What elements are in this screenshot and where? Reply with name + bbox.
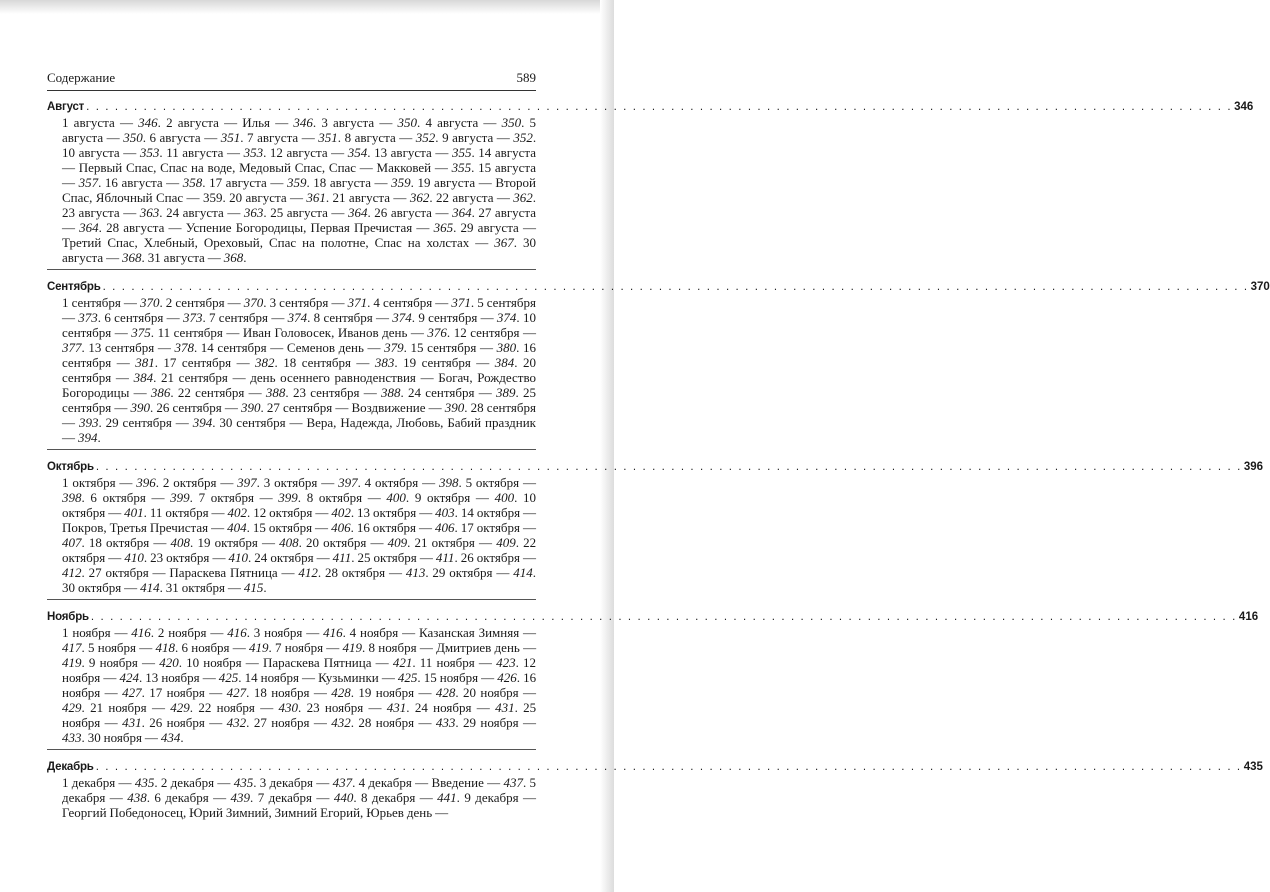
toc-entry: 22 ноября — 430. xyxy=(198,700,307,715)
toc-entry: 2 октября — 397. xyxy=(162,475,264,490)
toc-entry: 2 ноября — 416. xyxy=(157,625,254,640)
toc-entry: 3 декабря — 437. xyxy=(259,775,359,790)
toc-entry: 12 августа — 354. xyxy=(269,145,375,160)
toc-entry: 1 декабря — 435. xyxy=(62,775,161,790)
toc-entry: 4 ноября — Казанская Зимняя — 417. xyxy=(62,625,537,655)
toc-entry: 21 августа — 362. xyxy=(332,190,436,205)
toc-entry: 7 октября — 399. xyxy=(198,490,307,505)
toc-entry: 10 октября — 401. xyxy=(62,490,536,520)
section-title: Сентябрь xyxy=(47,281,101,293)
toc-entry: 3 сентября — 371. xyxy=(269,295,374,310)
toc-entry: 19 сентября — 384. xyxy=(403,355,523,370)
toc-entry: 13 августа — 355. xyxy=(374,145,479,160)
toc-entry: 25 ноября — 431. xyxy=(62,700,537,730)
toc-entry: 7 августа — 351. xyxy=(247,130,345,145)
toc-entry: 10 августа — 353. xyxy=(62,145,167,160)
toc-entry: 14 октября — Покров, Третья Пречистая — 404. xyxy=(62,505,537,535)
section-page-number: 435 xyxy=(1243,761,1263,773)
toc-section xyxy=(47,610,1259,750)
toc-entry: 22 октября — 410. xyxy=(62,535,537,565)
section-divider xyxy=(47,449,536,450)
toc-entry: 27 августа — 364. xyxy=(62,205,537,235)
toc-entry: 24 октября — 411. xyxy=(254,550,358,565)
toc-entry: 11 августа — 353. xyxy=(166,145,270,160)
toc-entry: 1 августа — 346. xyxy=(62,115,167,130)
toc-entry: 6 декабря — 439. xyxy=(154,790,258,805)
section-page-number: 416 xyxy=(1238,611,1259,623)
toc-entry: 17 сентября — 382. xyxy=(163,355,284,370)
section-entries xyxy=(47,625,536,745)
toc-entry: 7 сентября — 374. xyxy=(209,310,314,325)
toc-entry: 31 октября — 415. xyxy=(165,580,267,595)
toc-entry: 20 октября — 409. xyxy=(305,535,415,550)
toc-entry: 9 ноября — 420. xyxy=(88,655,187,670)
toc-entry: 23 августа — 363. xyxy=(62,205,167,220)
toc-entry: 16 ноября — 427. xyxy=(62,670,537,700)
toc-entry: 4 сентября — 371. xyxy=(373,295,478,310)
toc-entry: 14 сентября — Семенов день — 379. xyxy=(200,340,411,355)
toc-entry: 26 ноября — 432. xyxy=(149,715,254,730)
toc-entry: 10 ноября — Параскева Пятница — 421. xyxy=(186,655,420,670)
section-page-number: 346 xyxy=(1234,101,1254,113)
toc-entry: 24 августа — 363. xyxy=(166,205,271,220)
section-heading xyxy=(47,460,1264,475)
toc-entry: 1 октября — 396. xyxy=(62,475,163,490)
toc-entry: 22 сентября — 388. xyxy=(177,385,293,400)
toc-entry: 4 декабря — Введение — 437. xyxy=(358,775,530,790)
dot-leader: . . . . . . . . . . . . . . . . . . . . . . . . . . . . . . . . . . . . . . . . . . . . . . . . . . . . . . . . . . . . . . . . . . . . . . . . . . . . . . . . . . . . . . . . . . . . . . . . . . . . . . . . . . . . . . . . . . . . . . . . xyxy=(95,461,1242,473)
running-head xyxy=(47,70,536,86)
toc-entry: 17 ноября — 427. xyxy=(149,685,254,700)
toc-entry: 6 августа — 351. xyxy=(149,130,248,145)
toc-entry: 21 ноября — 429. xyxy=(90,700,199,715)
section-heading xyxy=(47,100,1254,115)
toc-entry: 17 октября — 407. xyxy=(62,520,537,550)
toc-entry: 16 сентября — 381. xyxy=(62,340,536,370)
toc-entry: 10 сентября — 375. xyxy=(62,310,536,340)
section-page-number: 370 xyxy=(1250,281,1270,293)
toc-entry: 31 августа — 368. xyxy=(147,250,247,265)
toc-entry: 25 октября — 411. xyxy=(357,550,461,565)
toc-entry: 23 ноября — 431. xyxy=(306,700,415,715)
toc-entry: 23 октября — 410. xyxy=(150,550,255,565)
toc-entry: 18 ноября — 428. xyxy=(253,685,359,700)
toc-entry: 15 августа — 357. xyxy=(62,160,536,190)
toc-entry: 13 октября — 403. xyxy=(357,505,461,520)
toc-entry: 9 августа — 352. xyxy=(442,130,537,145)
toc-entry: 3 октября — 397. xyxy=(263,475,365,490)
toc-entry: 25 сентября — 390. xyxy=(62,385,536,415)
toc-entry: 6 ноября — 419. xyxy=(181,640,276,655)
toc-entry: 30 сентября — Вера, Надежда, Любовь, Бабий праздник — 394. xyxy=(62,415,536,445)
section-heading xyxy=(47,280,1270,295)
toc-entry: 18 августа — 359. xyxy=(313,175,418,190)
toc-entry: 14 ноября — Кузьминки — 425. xyxy=(244,670,424,685)
dot-leader: . . . . . . . . . . . . . . . . . . . . . . . . . . . . . . . . . . . . . . . . . . . . . . . . . . . . . . . . . . . . . . . . . . . . . . . . . . . . . . . . . . . . . . . . . . . . . . . . . . . . . . . . . . . . . . . . . . . . . . . . xyxy=(102,281,1249,293)
dot-leader: . . . . . . . . . . . . . . . . . . . . . . . . . . . . . . . . . . . . . . . . . . . . . . . . . . . . . . . . . . . . . . . . . . . . . . . . . . . . . . . . . . . . . . . . . . . . . . . . . . . . . . . . . . . . . . . . . . . . . . . . xyxy=(86,101,1233,113)
toc-entry: 17 августа — 359. xyxy=(209,175,314,190)
toc-entry: 16 октября — 406. xyxy=(356,520,461,535)
toc-entry: 27 сентября — Воздвижение — 390. xyxy=(266,400,471,415)
toc-entry: 19 августа — Второй Спас, Яблочный Спас — 359. xyxy=(62,175,536,205)
page-shadow-top xyxy=(0,0,614,14)
dot-leader: . . . . . . . . . . . . . . . . . . . . . . . . . . . . . . . . . . . . . . . . . . . . . . . . . . . . . . . . . . . . . . . . . . . . . . . . . . . . . . . . . . . . . . . . . . . . . . . . . . . . . . . . . . . . . . . . . . . . . . . . xyxy=(90,611,1237,623)
toc-entry: 7 ноября — 419. xyxy=(275,640,369,655)
toc-entry: 19 ноября — 428. xyxy=(358,685,463,700)
toc-entry: 5 ноября — 418. xyxy=(88,640,182,655)
toc-entry: 8 ноября — Дмитриев день — 419. xyxy=(62,640,537,670)
toc-entry: 23 сентября — 388. xyxy=(292,385,408,400)
section-title: Декабрь xyxy=(47,761,94,773)
toc-entry: 13 сентября — 378. xyxy=(88,340,201,355)
toc-entry: 26 сентября — 390. xyxy=(156,400,267,415)
toc-entry: 30 октября — 414. xyxy=(62,580,166,595)
toc-entry: 24 сентября — 389. xyxy=(407,385,523,400)
toc-entry: 16 августа — 358. xyxy=(104,175,210,190)
toc-entry: 8 августа — 352. xyxy=(344,130,443,145)
section-title: Август xyxy=(47,101,85,113)
section-divider xyxy=(47,269,536,270)
toc-entry: 29 ноября — 433. xyxy=(62,715,537,745)
toc-entry: 29 августа — Третий Спас, Хлебный, Ореховый, Спас на полотне, Спас на холстах — 367. xyxy=(62,220,536,250)
section-entries xyxy=(47,475,536,595)
toc-entry: 12 ноября — 424. xyxy=(62,655,536,685)
toc-entry: 14 августа — Первый Спас, Спас на воде, Медовый Спас, Спас — Макковей — 355. xyxy=(62,145,536,175)
section-entries xyxy=(47,295,536,445)
toc-entry: 8 декабря — 441. xyxy=(361,790,465,805)
toc-entry: Богач, Рождество Богородицы — 386. xyxy=(62,370,537,400)
toc-entry: 28 октября — 413. xyxy=(325,565,433,580)
toc-entry: 7 декабря — 440. xyxy=(257,790,362,805)
toc-entry: 8 октября — 400. xyxy=(306,490,415,505)
toc-entry: 11 ноября — 423. xyxy=(419,655,523,670)
toc-entry: 6 сентября — 373. xyxy=(104,310,209,325)
toc-entry: 3 августа — 350. xyxy=(321,115,426,130)
toc-entry: 18 октября — 408. xyxy=(88,535,198,550)
toc-entry: 20 августа — 361. xyxy=(229,190,333,205)
toc-entry: 5 октября — 398. xyxy=(62,475,536,505)
page-number: 589 xyxy=(516,70,536,85)
section-divider xyxy=(47,749,536,750)
toc-entry: 5 сентября — 373. xyxy=(62,295,536,325)
toc-entry: 15 ноября — 426. xyxy=(423,670,524,685)
toc-entry: 18 сентября — 383. xyxy=(283,355,404,370)
toc-entry: 20 сентября — 384. xyxy=(62,355,536,385)
toc-entry: 11 октября — 402. xyxy=(149,505,254,520)
table-of-contents xyxy=(47,100,1270,830)
toc-entry: 12 сентября — 377. xyxy=(62,325,536,355)
toc-entry: 13 ноября — 425. xyxy=(145,670,245,685)
toc-entry: 20 ноября — 429. xyxy=(62,685,537,715)
toc-entry: 30 ноября — 434. xyxy=(87,730,184,745)
toc-entry: 4 августа — 350. xyxy=(425,115,530,130)
section-title: Ноябрь xyxy=(47,611,89,623)
toc-section xyxy=(47,280,1270,450)
toc-entry: 27 октября — Параскева Пятница — 412. xyxy=(88,565,325,580)
toc-entry: 1 ноября — 416. xyxy=(62,625,158,640)
toc-entry: 1 сентября — 370. xyxy=(62,295,166,310)
dot-leader: . . . . . . . . . . . . . . . . . . . . . . . . . . . . . . . . . . . . . . . . . . . . . . . . . . . . . . . . . . . . . . . . . . . . . . . . . . . . . . . . . . . . . . . . . . . . . . . . . . . . . . . . . . . . . . . . . . . . . . . . xyxy=(95,761,1242,773)
toc-entry: 26 августа — 364. xyxy=(374,205,479,220)
toc-entry: 4 октября — 398. xyxy=(364,475,466,490)
running-head-title: Содержание xyxy=(47,70,116,85)
header-rule xyxy=(47,90,536,91)
toc-entry: 2 декабря — 435. xyxy=(160,775,260,790)
toc-section xyxy=(47,460,1264,600)
toc-entry: 26 октября — 412. xyxy=(62,550,537,580)
toc-entry: 15 сентября — 380. xyxy=(410,340,523,355)
section-entries xyxy=(47,115,536,265)
toc-entry: 2 сентября — 370. xyxy=(165,295,270,310)
section-entries xyxy=(47,775,536,820)
toc-entry: 29 октября — 414. xyxy=(432,565,536,580)
toc-entry: 9 сентября — 374. xyxy=(418,310,523,325)
toc-entry: 5 декабря — 438. xyxy=(62,775,537,805)
toc-entry: 21 сентября — день осеннего равноденствия — xyxy=(161,370,439,385)
toc-entry: 21 октября — 409. xyxy=(414,535,524,550)
toc-section xyxy=(47,760,1263,820)
section-divider xyxy=(47,599,536,600)
toc-entry: 29 сентября — 394. xyxy=(105,415,220,430)
page-shadow-right xyxy=(600,0,614,892)
toc-entry: 28 сентября — 393. xyxy=(62,400,536,430)
toc-section xyxy=(47,100,1254,270)
toc-entry: 30 августа — 368. xyxy=(62,235,537,265)
toc-entry: 15 октября — 406. xyxy=(252,520,357,535)
toc-entry: 2 августа — Илья — 346. xyxy=(166,115,322,130)
toc-entry: 27 ноября — 432. xyxy=(253,715,359,730)
section-title: Октябрь xyxy=(47,461,94,473)
toc-entry: 19 октября — 408. xyxy=(197,535,306,550)
toc-entry: 3 ноября — 416. xyxy=(253,625,350,640)
toc-entry: 6 октября — 399. xyxy=(90,490,199,505)
toc-entry: 22 августа — 362. xyxy=(435,190,537,205)
toc-entry: 28 ноября — 433. xyxy=(358,715,463,730)
toc-entry: 9 октября — 400. xyxy=(414,490,523,505)
toc-entry: 9 декабря — Георгий Победоносец, Юрий Зимний, Зимний Егорий, Юрьев день — xyxy=(62,790,537,820)
toc-entry: 25 августа — 364. xyxy=(270,205,375,220)
section-heading xyxy=(47,610,1259,625)
toc-entry: 5 августа — 350. xyxy=(62,115,537,145)
section-heading xyxy=(47,760,1263,775)
toc-entry: 11 сентября — Иван Головосек, Иванов день — 376. xyxy=(157,325,454,340)
toc-entry: 24 ноября — 431. xyxy=(414,700,524,715)
section-page-number: 396 xyxy=(1243,461,1264,473)
toc-entry: 12 октября — 402. xyxy=(253,505,358,520)
toc-entry: 28 августа — Успение Богородицы, Первая Пречистая — 365. xyxy=(106,220,461,235)
toc-entry: 8 сентября — 374. xyxy=(313,310,419,325)
